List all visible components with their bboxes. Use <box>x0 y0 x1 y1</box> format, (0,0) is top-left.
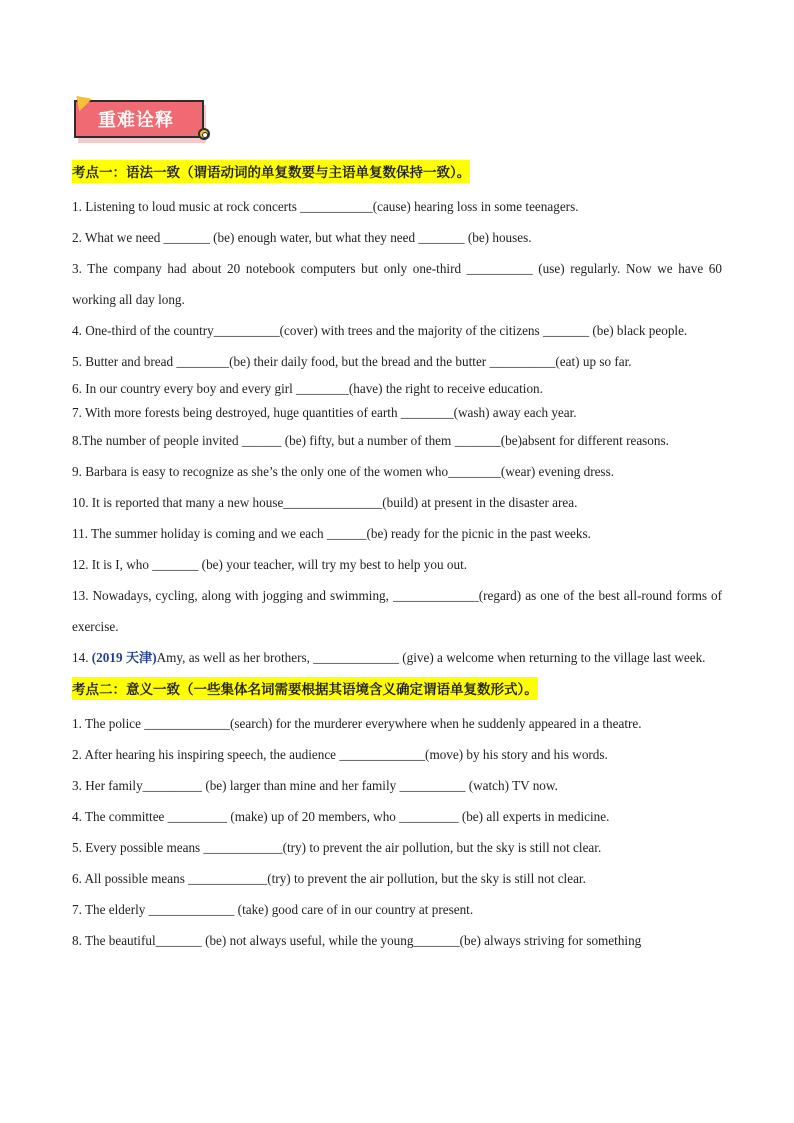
exercise-item: 1. The police _____________(search) for the murderer everywhere when he suddenly appeared in a theatre. <box>72 716 642 731</box>
exercise-item: 7. The elderly _____________ (take) good care of in our country at present. <box>72 902 474 917</box>
exercise-item: 11. The summer holiday is coming and we each ______(be) ready for the picnic in the past weeks. <box>72 526 591 541</box>
exercise-item: 4. The committee _________ (make) up of 20 members, who _________ (be) all experts in medicine. <box>72 809 610 824</box>
exercise-item: 2. After hearing his inspiring speech, the audience _____________(move) by his story and his words. <box>72 747 608 762</box>
exercise-item: 6. All possible means ____________(try) to prevent the air pollution, but the sky is still not clear. <box>72 871 586 886</box>
exercise-item: 4. One-third of the country__________(cover) with trees and the majority of the citizens _______ (be) black people. <box>72 323 688 338</box>
exercise-item: 1. Listening to loud music at rock concerts ___________(cause) hearing loss in some teenagers. <box>72 199 579 214</box>
exercise-item <box>72 642 722 673</box>
exercise-item: 7. With more forests being destroyed, huge quantities of earth ________(wash) away each year. <box>72 405 577 420</box>
banner-title: 重难诠释 <box>98 110 174 131</box>
exam-source: (2019 天津) <box>91 650 157 665</box>
exercise-item: 10. It is reported that many a new house_______________(build) at present in the disaster area. <box>72 495 578 510</box>
exercise-item: 12. It is I, who _______ (be) your teacher, will try my best to help you out. <box>72 557 468 572</box>
exercise-item: 5. Every possible means ____________(try) to prevent the air pollution, but the sky is still not clear. <box>72 840 602 855</box>
section-grammar-agreement <box>72 160 722 673</box>
exercise-item: 13. Nowadays, cycling, along with jogging and swimming, _____________(regard) as one of the best all-round forms of exercise. <box>72 588 722 634</box>
worksheet-content <box>72 160 722 956</box>
item-text: Amy, as well as her brothers, _____________ (give) a welcome when returning to the village last week. <box>156 650 706 665</box>
exercise-item: 2. What we need _______ (be) enough water, but what they need _______ (be) houses. <box>72 230 532 245</box>
exercise-item: 6. In our country every boy and every girl ________(have) the right to receive education. <box>72 381 543 396</box>
exercise-item: 9. Barbara is easy to recognize as she’s the only one of the women who________(wear) evening dress. <box>72 464 614 479</box>
item-number: 14. <box>72 650 92 665</box>
exercise-item: 8. The beautiful_______ (be) not always useful, while the young_______(be) always striving for something <box>72 933 642 948</box>
exercise-item: 8.The number of people invited ______ (be) fifty, but a number of them _______(be)absent for different reasons. <box>72 433 669 448</box>
ring-icon <box>198 128 210 140</box>
section-heading: 考点二：意义一致（一些集体名词需要根据其语境含义确定谓语单复数形式）。 <box>72 677 538 700</box>
exercise-item: 3. The company had about 20 notebook computers but only one-third __________ (use) regularly. Now we have 60 working all day long. <box>72 261 722 307</box>
section-banner <box>74 100 214 146</box>
section-meaning-agreement <box>72 677 722 956</box>
exercise-item: 3. Her family_________ (be) larger than mine and her family __________ (watch) TV now. <box>72 778 558 793</box>
section-heading: 考点一：语法一致（谓语动词的单复数要与主语单复数保持一致）。 <box>72 160 470 183</box>
exercise-item: 5. Butter and bread ________(be) their daily food, but the bread and the butter __________(eat) up so far. <box>72 354 632 369</box>
